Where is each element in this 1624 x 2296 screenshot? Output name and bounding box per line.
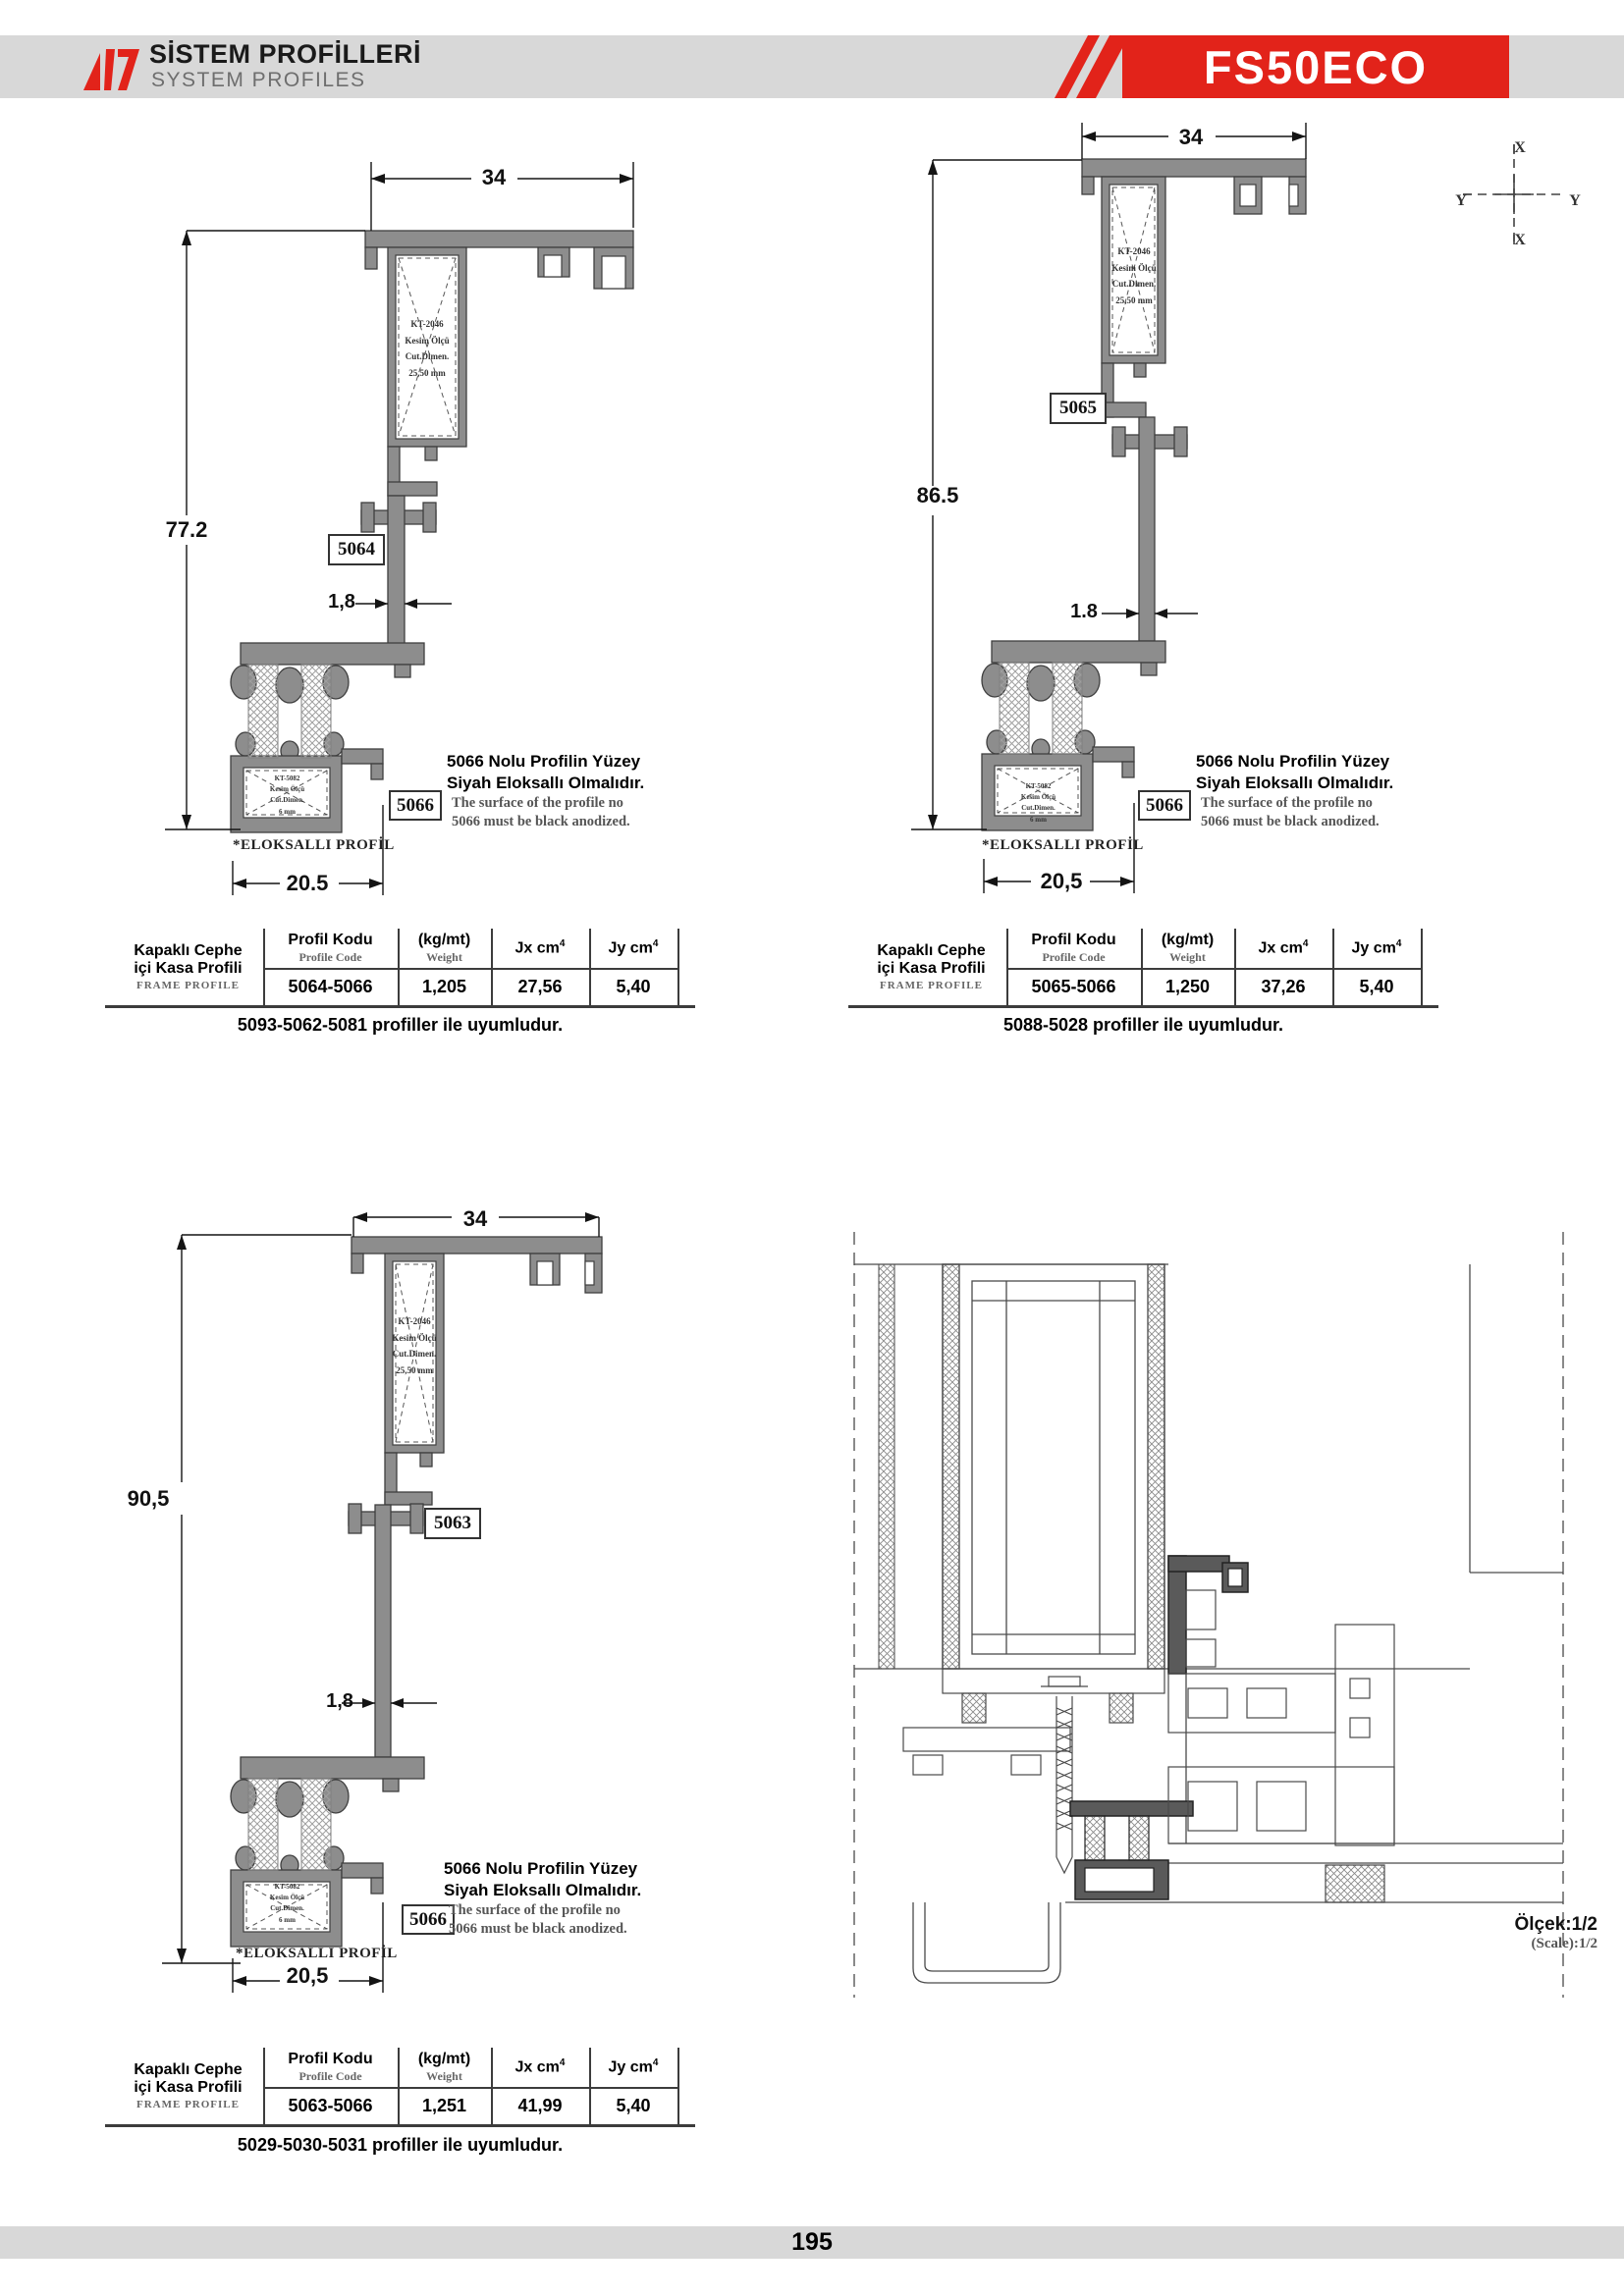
scale-tr: Ölçek:1/2 xyxy=(1514,1914,1597,1935)
col-header-jx: Jx $cm^4$ xyxy=(514,2057,566,2076)
spec-table-5063 xyxy=(113,2048,687,2124)
profile-code-box-5065: 5065 xyxy=(1050,393,1107,424)
base-insert-label-d3: KT-5082 Kesim Ölçü Cut.Dimen. 6 mm xyxy=(269,1883,305,1924)
cell-jx: 37,26 xyxy=(1261,976,1306,996)
cell-jx: 27,56 xyxy=(517,976,563,996)
base-insert-label-d2: KT-5082 Kesim Ölçü Cut.Dimen. 6 mm xyxy=(1020,782,1056,824)
cell-code: 5064-5066 xyxy=(288,976,373,996)
dim-height-d1: 77.2 xyxy=(165,517,208,542)
cell-jy: 5,40 xyxy=(616,2095,651,2115)
col-header-jy: Jy $cm^4$ xyxy=(1351,938,1402,957)
footer-band xyxy=(0,2226,1624,2259)
table-divider xyxy=(677,929,679,1005)
glazing-unit xyxy=(943,1264,1164,1669)
scale-note xyxy=(1435,1914,1597,1952)
profile-code-box-5063: 5063 xyxy=(424,1508,481,1539)
row-header: Kapaklı Cephe içi Kasa Profili FRAME PROFILE xyxy=(134,2060,243,2111)
base-insert-label-d1: KT-5082 Kesim Ölçü Cut.Dimen. 6 mm xyxy=(269,774,305,816)
dim-wall-d3: 1,8 xyxy=(326,1690,353,1712)
spec-table-5065 xyxy=(856,929,1431,1005)
profile-code-box-5066-d2: 5066 xyxy=(1138,790,1191,821)
dim-height-d3: 90,5 xyxy=(127,1486,170,1511)
product-name-block xyxy=(1122,35,1509,98)
cell-jx: 41,99 xyxy=(517,2095,563,2115)
row-header: Kapaklı Cephe içi Kasa Profili FRAME PROFILE xyxy=(877,941,986,992)
col-header-jx: Jx $cm^4$ xyxy=(1258,938,1309,957)
dim-base-d2: 20,5 xyxy=(1040,869,1083,893)
cell-code: 5065-5066 xyxy=(1031,976,1116,996)
eloksalli-label-d1: *ELOKSALLI PROFİL xyxy=(233,837,395,853)
right-structure-line xyxy=(1470,1264,1563,1573)
dim-wall-d1: 1,8 xyxy=(328,591,355,613)
table-bottom-rule xyxy=(848,1005,1438,1008)
cell-weight: 1,251 xyxy=(421,2095,467,2115)
dim-base-d3: 20,5 xyxy=(286,1963,329,1988)
highlight-gaskets xyxy=(1085,1816,1149,1860)
dim-width-d3: 34 xyxy=(453,1206,498,1232)
dim-width-d2: 34 xyxy=(1168,125,1214,150)
core-insert-label-d1: KT-2046 Kesim Ölçü Cut.Dimen. 25,50 mm xyxy=(405,319,450,378)
axis-label-x-top: X xyxy=(1514,139,1526,156)
dim-height-d2: 86.5 xyxy=(916,483,959,507)
anodized-note-d3: 5066 Nolu Profilin Yüzey Siyah Eloksallı Olmalıdır. The surface of the profile no 5066 must be black anodized. xyxy=(444,1859,642,1938)
compat-note-2: 5088-5028 profiller ile uyumludur. xyxy=(1002,1015,1284,1035)
page-number: 195 xyxy=(791,2228,833,2256)
assembly-section-detail xyxy=(815,1217,1610,2012)
col-header-code: Profil Kodu Profile Code xyxy=(288,932,373,964)
wall-hatch xyxy=(879,1264,894,1669)
profile-code-box-5064: 5064 xyxy=(328,534,385,565)
core-insert-label-d2: KT-2046 Kesim Ölçü Cut.Dimen. 25,50 mm xyxy=(1111,246,1157,305)
cell-jy: 5,40 xyxy=(616,976,651,996)
col-header-jy: Jy $cm^4$ xyxy=(608,938,659,957)
col-header-code: Profil Kodu Profile Code xyxy=(288,2051,373,2083)
table-divider xyxy=(1421,929,1423,1005)
col-header-jx: Jx $cm^4$ xyxy=(514,938,566,957)
col-header-code: Profil Kodu Profile Code xyxy=(1031,932,1116,964)
sash-frame-outline xyxy=(1168,1590,1394,1902)
scale-en: (Scale):1/2 xyxy=(1531,1936,1597,1951)
product-banner xyxy=(1065,35,1509,98)
eloksalli-label-d3: *ELOKSALLI PROFİL xyxy=(236,1946,398,1961)
spec-table-5064 xyxy=(113,929,687,1005)
page-title: SİSTEM PROFİLLERİ xyxy=(149,39,422,69)
compat-note-3: 5029-5030-5031 profiller ile uyumludur. xyxy=(237,2135,564,2155)
core-insert-label-d3: KT-2046 Kesim Ölçü Cut.Dimen. 25,50 mm xyxy=(392,1316,437,1375)
dim-base-d1: 20.5 xyxy=(286,871,329,895)
brand-logo-icon xyxy=(81,43,141,92)
compat-note-1: 5093-5062-5081 profiller ile uyumludur. xyxy=(237,1015,564,1035)
axis-label-x-bottom: X xyxy=(1514,232,1526,248)
table-bottom-rule xyxy=(105,2124,695,2127)
screw xyxy=(1041,1677,1088,1873)
sill-trough xyxy=(913,1902,1060,1983)
axis-label-y-left: Y xyxy=(1455,192,1467,209)
profile-code-box-5066-d1: 5066 xyxy=(389,790,442,821)
cell-weight: 1,205 xyxy=(421,976,467,996)
col-header-jy: Jy $cm^4$ xyxy=(608,2057,659,2076)
axis-label-y-right: Y xyxy=(1569,192,1581,209)
col-header-weight: (kg/mt) Weight xyxy=(417,2051,471,2083)
cell-code: 5063-5066 xyxy=(288,2095,373,2115)
anodized-note-d1: 5066 Nolu Profilin Yüzey Siyah Eloksallı Olmalıdır. The surface of the profile no 5066 must be black anodized. xyxy=(447,752,645,830)
cell-weight: 1,250 xyxy=(1164,976,1211,996)
anodized-note-d2: 5066 Nolu Profilin Yüzey Siyah Eloksallı Olmalıdır. The surface of the profile no 5066 must be black anodized. xyxy=(1196,752,1394,830)
dim-width-d1: 34 xyxy=(471,165,516,190)
row-header: Kapaklı Cephe içi Kasa Profili FRAME PROFILE xyxy=(134,941,243,992)
product-name: FS50ECO xyxy=(1203,40,1429,93)
cell-jy: 5,40 xyxy=(1359,976,1394,996)
col-header-weight: (kg/mt) Weight xyxy=(1161,932,1215,964)
table-divider xyxy=(677,2048,679,2124)
dim-wall-d2: 1.8 xyxy=(1070,601,1098,622)
profile-code-box-5066-d3: 5066 xyxy=(402,1904,455,1935)
table-bottom-rule xyxy=(105,1005,695,1008)
eloksalli-label-d2: *ELOKSALLI PROFİL xyxy=(982,837,1144,853)
page-subtitle: SYSTEM PROFILES xyxy=(151,69,366,91)
col-header-weight: (kg/mt) Weight xyxy=(417,932,471,964)
clamp-profiles xyxy=(903,1669,1164,1775)
